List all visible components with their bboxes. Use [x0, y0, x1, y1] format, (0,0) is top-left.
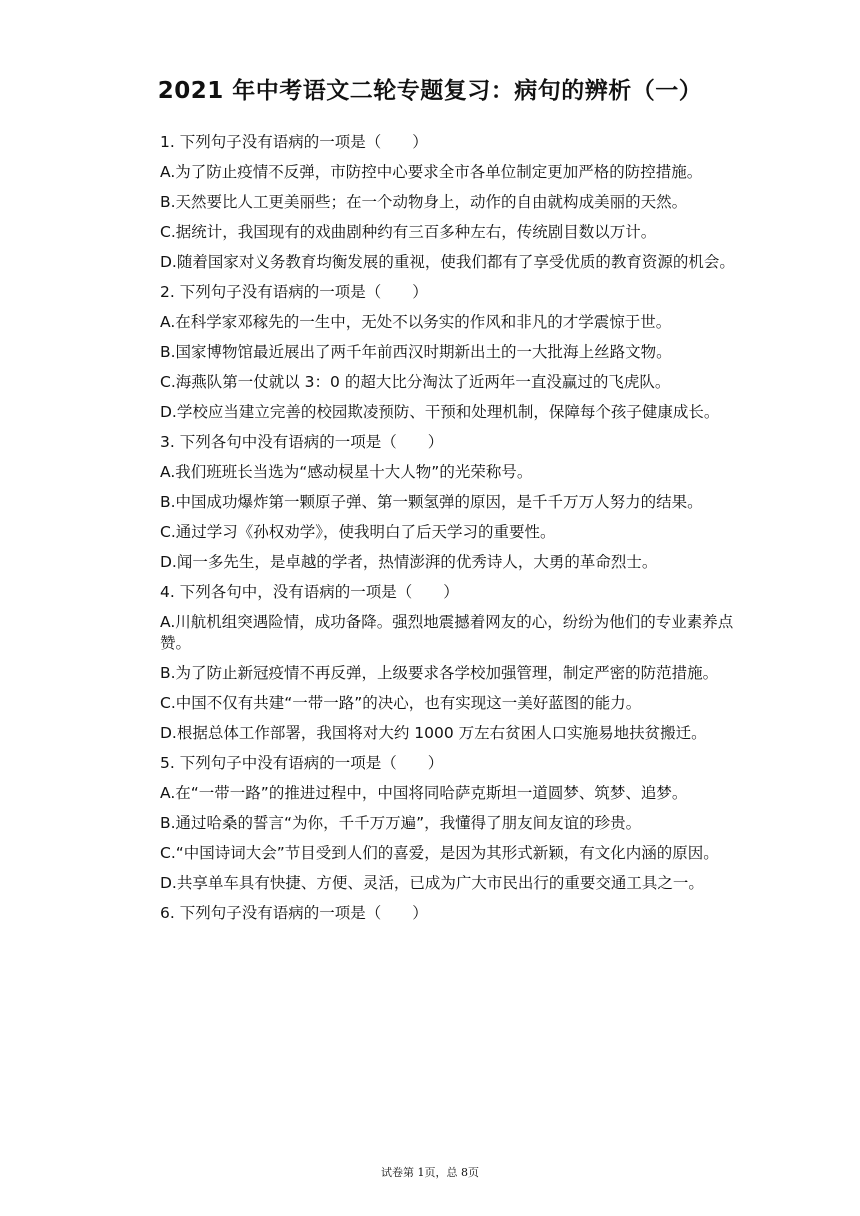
document-title: 2021 年中考语文二轮专题复习：病句的辨析（一）	[157, 78, 703, 104]
option-d: D.随着国家对义务教育均衡发展的重视，使我们都有了享受优质的教育资源的机会。	[160, 253, 735, 271]
option-b: B.为了防止新冠疫情不再反弹，上级要求各学校加强管理，制定严密的防范措施。	[160, 664, 719, 682]
option-a: A.为了防止疫情不反弹，市防控中心要求全市各单位制定更加严格的防控措施。	[160, 163, 703, 181]
option-b: B.通过哈桑的誓言“为你，千千万万遍”，我懂得了朋友间友谊的珍贵。	[160, 814, 642, 832]
option-b: B.天然要比人工更美丽些；在一个动物身上，动作的自由就构成美丽的天然。	[160, 193, 688, 211]
option-c: C.中国不仅有共建“一带一路”的决心，也有实现这一美好蓝图的能力。	[160, 694, 642, 712]
option-a: A.我们班班长当选为“感动棂星十大人物”的光荣称号。	[160, 463, 533, 481]
option-a: A.在“一带一路”的推进过程中，中国将同哈萨克斯坦一道圆梦、筑梦、追梦。	[160, 784, 688, 802]
question-stem: 5. 下列句子中没有语病的一项是（ ）	[160, 754, 444, 772]
option-c: C.据统计，我国现有的戏曲剧种约有三百多种左右，传统剧目数以万计。	[160, 223, 657, 241]
option-a: A.在科学家邓稼先的一生中，无处不以务实的作风和非凡的才学震惊于世。	[160, 313, 672, 331]
question-6	[160, 903, 740, 924]
option-c: C.海燕队第一仗就以 3：0 的超大比分淘汰了近两年一直没赢过的飞虎队。	[160, 373, 671, 391]
option-c: C.“中国诗词大会”节目受到人们的喜爱，是因为其形式新颖，有文化内涵的原因。	[160, 844, 719, 862]
question-3	[160, 432, 740, 573]
question-4	[160, 582, 740, 744]
question-stem: 6. 下列句子没有语病的一项是（ ）	[160, 904, 428, 922]
option-b: B.中国成功爆炸第一颗原子弹、第一颗氢弹的原因，是千千万万人努力的结果。	[160, 493, 703, 511]
question-1	[160, 132, 740, 273]
option-c: C.通过学习《孙权劝学》，使我明白了后天学习的重要性。	[160, 523, 556, 541]
option-d: D.共享单车具有快捷、方便、灵活，已成为广大市民出行的重要交通工具之一。	[160, 874, 704, 892]
question-2	[160, 282, 740, 423]
question-list	[160, 132, 740, 933]
option-a: A.川航机组突遇险情，成功备降。强烈地震撼着网友的心，纷纷为他们的专业素养点赞。	[160, 613, 734, 652]
option-d: D.根据总体工作部署，我国将对大约 1000 万左右贫困人口实施易地扶贫搬迁。	[160, 724, 707, 742]
question-stem: 2. 下列句子没有语病的一项是（ ）	[160, 283, 428, 301]
question-stem: 3. 下列各句中没有语病的一项是（ ）	[160, 433, 444, 451]
option-b: B.国家博物馆最近展出了两千年前西汉时期新出土的一大批海上丝路文物。	[160, 343, 672, 361]
question-5	[160, 753, 740, 894]
option-d: D.闻一多先生，是卓越的学者，热情澎湃的优秀诗人，大勇的革命烈士。	[160, 553, 658, 571]
page-footer: 试卷第 1页，总 8页	[381, 1166, 479, 1179]
question-stem: 4. 下列各句中，没有语病的一项是（ ）	[160, 583, 459, 601]
option-d: D.学校应当建立完善的校园欺凌预防、干预和处理机制，保障每个孩子健康成长。	[160, 403, 720, 421]
question-stem: 1. 下列句子没有语病的一项是（ ）	[160, 133, 428, 151]
